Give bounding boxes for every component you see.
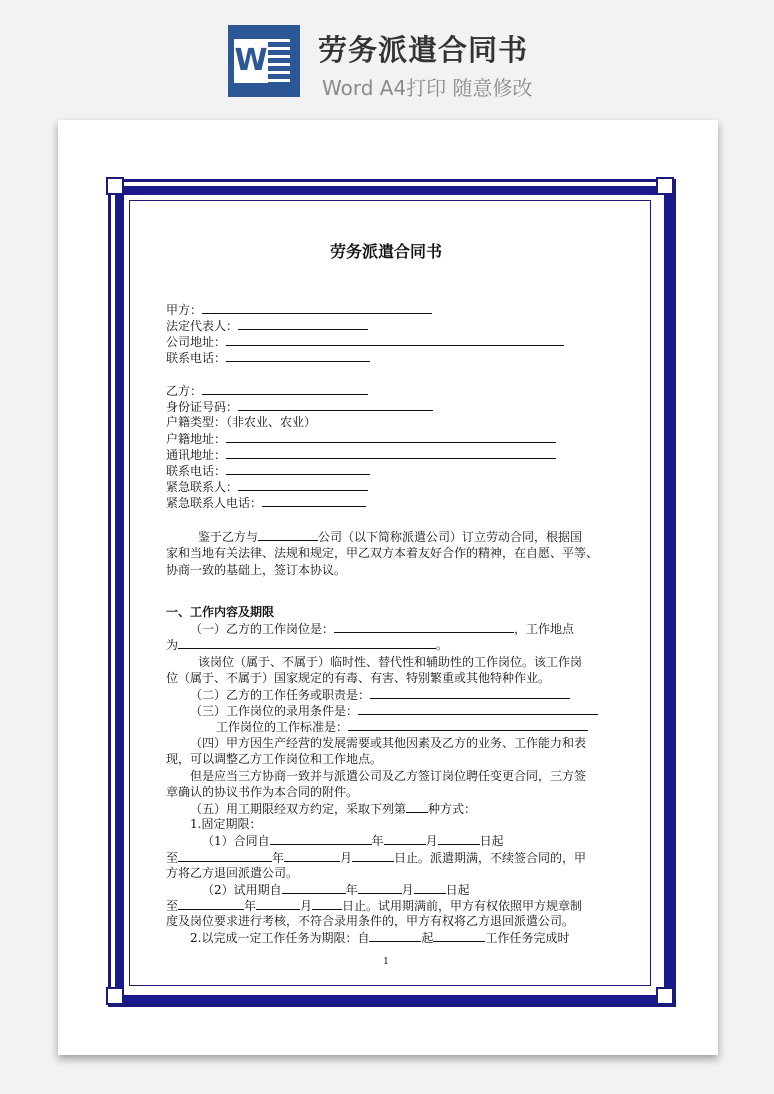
year-label: 年: [345, 883, 358, 897]
party-a-phone-field: [226, 349, 370, 362]
start-year-field: [270, 832, 372, 845]
start-month-field: [384, 832, 426, 845]
month-label: 月: [340, 851, 353, 865]
intro-text: 鉴于乙方与: [198, 530, 259, 544]
intro-text: 公司（以下简称派遣公司）订立劳动合同，根据国: [318, 530, 583, 544]
border-corner: [656, 987, 674, 1005]
emergency-phone-field: [262, 494, 366, 507]
clause-text: 日止。试用期满前，甲方有权依照甲方规章制: [342, 899, 583, 913]
word-icon-letter: W: [234, 39, 268, 83]
clause-text: （2）试用期自: [202, 883, 282, 897]
start-day-field: [438, 832, 480, 845]
label-hukou-address: 户籍地址：: [166, 432, 227, 446]
label-company-address: 公司地址：: [166, 335, 227, 349]
day-label: 日起: [479, 834, 504, 848]
clause-text: 为: [166, 638, 179, 652]
work-standard-field: [348, 718, 588, 731]
party-b-field: [202, 382, 368, 395]
section-heading: 一、工作内容及期限: [166, 605, 275, 619]
clause-text: 至: [166, 899, 179, 913]
clause-text: 。: [436, 638, 449, 652]
emergency-contact-field: [238, 478, 368, 491]
hiring-conditions-field: [358, 702, 598, 715]
clause-text: 位（属于、不属于）国家规定的有毒、有害、特别繁重或其他特种作业。: [166, 671, 551, 685]
label-party-b-phone: 联系电话：: [166, 464, 227, 478]
clause-text: 日止。派遣期满，不续签合同的，甲: [394, 851, 587, 865]
probation-end-month-field: [256, 897, 300, 910]
end-day-field: [352, 849, 394, 862]
border-corner: [106, 177, 124, 195]
task-field: [433, 929, 485, 942]
clause-text: 度及岗位要求进行考核，不符合录用条件的，甲方有权将乙方退回派遣公司。: [166, 914, 575, 928]
month-label: 月: [401, 883, 414, 897]
label-emergency-contact: 紧急联系人：: [166, 480, 239, 494]
company-address-field: [226, 333, 564, 346]
banner-title: 劳务派遣合同书: [318, 33, 529, 67]
probation-end-year-field: [178, 897, 244, 910]
document-title: 劳务派遣合同书: [329, 242, 442, 261]
word-icon: [228, 25, 300, 97]
label-emergency-phone: 紧急联系人电话：: [166, 496, 263, 510]
mail-address-field: [226, 446, 556, 459]
legal-rep-field: [238, 317, 368, 330]
label-legal-rep: 法定代表人：: [166, 319, 239, 333]
label-hukou-type: 户籍类型：（非农业、农业）: [166, 415, 317, 429]
end-month-field: [284, 849, 340, 862]
probation-end-day-field: [312, 897, 342, 910]
intro-text: 协商一致的基础上，签订本协议。: [166, 563, 347, 577]
document-page: [58, 120, 718, 1055]
end-year-field: [178, 849, 272, 862]
clause-text: 种方式：: [428, 802, 477, 816]
clause-text: 1.固定期限：: [190, 817, 262, 831]
year-label: 年: [244, 899, 257, 913]
day-label: 日起: [445, 883, 470, 897]
label-party-b: 乙方：: [166, 384, 203, 398]
clause-text: 工作岗位的工作标准是：: [216, 720, 349, 734]
clause-text: 至: [166, 851, 179, 865]
label-id-number: 身份证号码：: [166, 400, 239, 414]
year-label: 年: [371, 834, 384, 848]
hukou-address-field: [226, 430, 556, 443]
intro-text: 家和当地有关法律、法规和规定，甲乙双方本着友好合作的精神，在自愿、平等、: [166, 546, 599, 560]
month-label: 月: [425, 834, 438, 848]
clause-text: 但是应当三方协商一致并与派遣公司及乙方签订岗位聘任变更合同，三方签: [190, 769, 587, 783]
clause-text: （一）乙方的工作岗位是：: [190, 622, 335, 636]
clause-text: 现，可以调整乙方工作岗位和工作地点。: [166, 752, 383, 766]
clause-text: （四）甲方因生产经营的发展需要或其他因素及乙方的业务、工作能力和表: [190, 736, 587, 750]
month-label: 月: [300, 899, 313, 913]
probation-start-day-field: [414, 881, 446, 894]
job-position-field: [334, 620, 514, 633]
label-mail-address: 通讯地址：: [166, 448, 227, 462]
banner: [0, 0, 774, 110]
page-number: 1: [383, 957, 389, 967]
clause-text: （1）合同自: [202, 834, 270, 848]
label-party-a: 甲方：: [166, 303, 203, 317]
border-corner: [106, 987, 124, 1005]
duties-field: [370, 686, 570, 699]
work-location-field: [178, 636, 436, 649]
party-a-field: [202, 301, 432, 314]
party-b-phone-field: [226, 462, 370, 475]
company-name-field: [258, 528, 318, 541]
clause-text: ，工作地点: [514, 622, 575, 636]
clause-text: 工作任务完成时: [485, 931, 570, 945]
year-label: 年: [272, 851, 285, 865]
id-number-field: [238, 398, 433, 411]
clause-text: （二）乙方的工作任务或职责是：: [190, 688, 371, 702]
banner-subtitle: Word A4打印 随意修改: [322, 76, 533, 100]
probation-start-year-field: [282, 881, 346, 894]
clause-text: 起: [421, 931, 434, 945]
clause-text: （五）用工期限经双方约定，采取下列第: [190, 802, 407, 816]
term-option-field: [406, 800, 428, 813]
task-start-field: [369, 929, 421, 942]
border-corner: [656, 177, 674, 195]
probation-start-month-field: [358, 881, 402, 894]
clause-text: 该岗位（属于、不属于）临时性、替代性和辅助性的工作岗位。该工作岗: [198, 655, 583, 669]
clause-text: 章确认的协议书作为本合同的附件。: [166, 785, 359, 799]
label-party-a-phone: 联系电话：: [166, 351, 227, 365]
clause-text: 2.以完成一定工作任务为期限：自: [190, 931, 370, 945]
clause-text: 方将乙方退回派遣公司。: [166, 866, 299, 880]
clause-text: （三）工作岗位的录用条件是：: [190, 704, 359, 718]
